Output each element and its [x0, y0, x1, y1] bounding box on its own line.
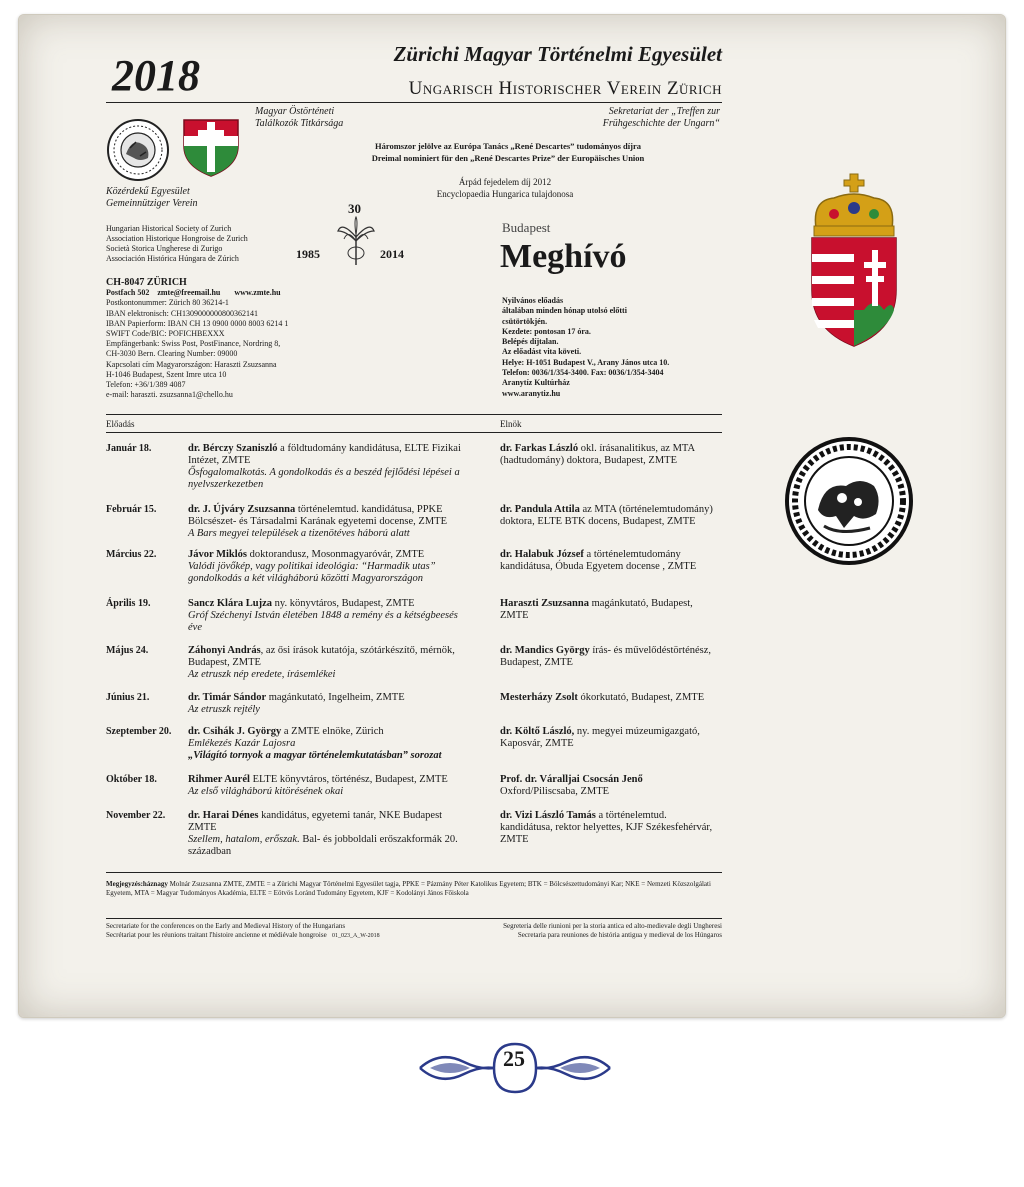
event-info-line: Belépés díjtalan.: [502, 337, 559, 347]
public-line: Közérdekű Egyesület: [106, 186, 190, 197]
page-number: 25: [503, 1046, 525, 1071]
chair-desc: a történelemtud. kandidátusa, rektor helyettes, KJF Székesfehérvár, ZMTE: [500, 810, 713, 845]
speaker-name: Jávor Miklós: [188, 549, 248, 560]
footer-rule: [106, 918, 722, 919]
chair-name: Mesterházy Zsolt: [500, 692, 578, 703]
event-info-line: Kezdete: pontosan 17 óra.: [502, 326, 591, 336]
hungarian-shield-icon: [180, 116, 242, 178]
lecture-date: Január 18.: [106, 443, 152, 454]
chair-desc: a történelemtudomány kandidátusa, Óbuda Egyetem docense , ZMTE: [500, 549, 697, 572]
lecture-chair: [500, 692, 722, 704]
lecture-title: Emlékezés Kazár Lajosra: [188, 738, 296, 749]
lecture-title: Az első világháború kitörésének okai: [188, 786, 344, 797]
lecture-date: Március 22.: [106, 549, 157, 560]
society-name-line: Association Historique Hongroise de Zurich: [106, 234, 248, 243]
contact-line: Telefon: +36/1/389 4087: [106, 380, 186, 390]
chair-desc: Oxford/Piliscsaba, ZMTE: [500, 786, 610, 797]
contact-line: Kapcsolati cím Magyarországon: Haraszti Zsuzsanna: [106, 359, 277, 369]
contact-block: [106, 278, 288, 400]
anniversary-end-year: 2014: [380, 247, 404, 261]
event-info-line: Helye: H-1051 Budapest V., Arany János utca 10.: [502, 357, 670, 367]
lecture-date: Június 21.: [106, 692, 150, 703]
speaker-name: dr. J. Újváry Zsuzsanna: [188, 504, 296, 515]
speaker-desc: a földtudomány kandidátusa, ELTE Fizikai Intézet, ZMTE: [188, 443, 461, 466]
lecture-speaker: [188, 774, 471, 798]
contact-line: Postkontonummer: Zürich 80 36214-1: [106, 298, 229, 308]
speaker-name: Sancz Klára Lujza: [188, 598, 272, 609]
nomination-text: [318, 140, 698, 164]
public-benefit-label: [106, 186, 198, 210]
chair-name: dr. Farkas László: [500, 443, 579, 454]
nomination-line: Dreimal nominiert für den „René Descartes Prize” der Europäisches Union: [371, 153, 645, 163]
event-info-line: Az előadást vita követi.: [502, 347, 582, 357]
lecture-date: Február 15.: [106, 504, 157, 515]
anniversary-emblem: [296, 201, 416, 276]
year: 2018: [112, 51, 200, 100]
lecture-title: Ősfogalomalkotás. A gondolkodás és a beszéd fejlődési lépései a nyelvszerkezetben: [188, 467, 460, 490]
subtitle-left-line: Magyar Östörténeti: [255, 106, 335, 117]
lecture-speaker: [188, 726, 471, 762]
event-info: [502, 296, 669, 399]
footer-line: Secretaria para reuniones de história antigua y medieval de los Húngaros: [517, 931, 722, 939]
event-info-line: www.aranytiz.hu: [502, 388, 561, 398]
society-name-line: Associación Histórica Húngara de Zúrich: [106, 254, 239, 263]
lecture-chair: [500, 598, 722, 622]
chair-desc: magánkutató, Budapest, ZMTE: [500, 598, 693, 621]
lecture-speaker: [188, 598, 471, 634]
speaker-desc: történelemtud. kandidátusa, PPKE Bölcsészet- és Társadalmi Karának egyetemi docense, ZMTE: [188, 504, 447, 527]
event-info-line: Nyilvános előadás: [502, 296, 564, 305]
footer-line: Segreteria delle riunioni per la storia antica ed alto-medievale degli Ungheresi: [503, 922, 722, 930]
contact-website: www.zmte.hu: [234, 288, 281, 298]
header-rule: [106, 102, 722, 103]
prize-text: [400, 176, 610, 200]
lecture-date: Május 24.: [106, 645, 149, 656]
document-code: 01_023_A_W-2018: [331, 933, 380, 939]
lecture-chair: [500, 645, 722, 669]
speaker-desc: magánkutató, Ingelheim, ZMTE: [266, 692, 405, 703]
lecture-date: November 22.: [106, 810, 166, 821]
event-info-line: általában minden hónap utolsó előtti: [502, 306, 627, 316]
lecture-chair: [500, 810, 722, 846]
speaker-name: dr. Bérczy Szaniszló: [188, 443, 278, 454]
invitation-title: Meghívó: [500, 238, 627, 275]
lecture-speaker: [188, 692, 471, 716]
chair-desc: írás- és művelődéstörténész, Budapest, ZMTE: [500, 645, 712, 668]
contact-line: IBAN Papierform: IBAN CH 13 0900 0000 8003 6214 1: [106, 318, 289, 328]
speaker-name: dr. Csihák J. György: [188, 726, 282, 737]
lecture-title: Valódi jövőkép, vagy politikai ideológia: “Harmadik utas” gondolkodás a két világháború közötti Magyarországon: [188, 561, 436, 584]
column-header-lecture: Előadás: [106, 419, 135, 429]
nomination-line: Háromszor jelölve az Európa Tanács „René Descartes” tudományos díjra: [374, 141, 641, 151]
speaker-name: dr. Harai Dénes: [188, 810, 259, 821]
contact-line: H-1046 Budapest, Szent Imre utca 10: [106, 369, 227, 379]
speaker-desc: , az ősi írások kutatója, szótárkészítő, mérnök, Budapest, ZMTE: [188, 645, 455, 668]
contact-postfach: Postfach 502: [106, 288, 150, 298]
society-name-line: Società Storica Ungherese di Zurigo: [106, 244, 223, 253]
palmette-icon: [334, 215, 378, 267]
lecture-date: Április 19.: [106, 598, 151, 609]
speaker-desc: ny. könyvtáros, Budapest, ZMTE: [272, 598, 415, 609]
footer-line: Secrétariat pour les réunions traitant l'histoire ancienne et médiévale hongroise: [106, 931, 327, 939]
prize-line: Árpád fejedelem díj 2012: [458, 177, 552, 187]
society-title-de: Ungarisch Historischer Verein Zürich: [408, 78, 722, 99]
lecture-date: Október 18.: [106, 774, 157, 785]
society-name-line: Hungarian Historical Society of Zurich: [106, 224, 232, 233]
chair-name: Haraszti Zsuzsanna: [500, 598, 589, 609]
note-text: [106, 880, 722, 898]
anniversary-number: 30: [348, 201, 361, 216]
chair-desc: ny. megyei múzeumigazgató, Kaposvár, ZMTE: [500, 726, 700, 749]
chair-desc: az MTA (történelemtudomány) doktora, ELTE BTK docens, Budapest, ZMTE: [500, 504, 713, 527]
contact-city: CH-8047 ZÜRICH: [106, 277, 187, 288]
speaker-name: dr. Timár Sándor: [188, 692, 267, 703]
hungarian-coat-of-arms-icon: [804, 170, 904, 348]
speaker-desc: ELTE könyvtáros, történész, Budapest, ZMTE: [249, 774, 448, 785]
lecture-speaker: [188, 504, 471, 540]
public-line: Gemeinnütziger Verein: [106, 198, 198, 209]
chair-name: dr. Pandula Attila: [500, 504, 580, 515]
subtitle-right-line: Sekretariat der „Treffen zur: [608, 106, 720, 117]
subtitle-right: [540, 106, 720, 130]
chair-name: dr. Vizi László Tamás: [500, 810, 596, 821]
subtitle-right-line: Frühgeschichte der Ungarn“: [602, 118, 720, 129]
speaker-desc: doktorandusz, Mosonmagyaróvár, ZMTE: [247, 549, 425, 560]
lecture-title: Az etruszk nép eredete, írásemlékei: [188, 669, 336, 680]
society-title-hu: Zürichi Magyar Történelmi Egyesület: [393, 42, 722, 66]
lion-seal-icon: [784, 436, 914, 566]
contact-line: SWIFT Code/BIC: POFICHBEXXX: [106, 329, 225, 339]
lecture-chair: [500, 504, 722, 528]
prize-line: Encyclopaedia Hungarica tulajdonosa: [436, 189, 574, 199]
society-names: [106, 224, 248, 264]
chair-name: dr. Költő László,: [500, 726, 575, 737]
contact-email: zmte@freemail.hu: [157, 288, 221, 298]
event-info-line: csütörtökjén.: [502, 316, 548, 326]
lecture-chair: [500, 549, 722, 573]
contact-line: CH-3030 Bern. Clearing Number: 09000: [106, 349, 238, 359]
lecture-chair: [500, 726, 722, 750]
speaker-name: Záhonyi András: [188, 645, 261, 656]
lecture-speaker: [188, 645, 471, 681]
chair-desc: okl. írásanalitikus, az MTA (hadtudomány) doktora, Budapest, ZMTE: [500, 443, 695, 466]
lecture-title: Az etruszk rejtély: [188, 704, 260, 715]
speaker-desc: kandidátus, egyetemi tanár, NKE Budapest ZMTE: [188, 810, 443, 833]
anniversary-start-year: 1985: [296, 247, 320, 261]
column-header-chair: Elnök: [500, 419, 522, 429]
lecture-title: Szellem, hatalom, erőszak.: [188, 834, 300, 845]
footer-right: [452, 922, 722, 940]
lecture-series: „Világító tornyok a magyar történelemkutatásban” sorozat: [188, 750, 442, 761]
contact-line: e-mail: haraszti. zsuzsanna1@chello.hu: [106, 390, 233, 400]
event-info-line: Telefon: 0036/1/354-3400. Fax: 0036/1/354-3404: [502, 368, 664, 378]
note-rule: [106, 872, 722, 873]
lecture-speaker: [188, 549, 471, 585]
lecture-speaker: [188, 810, 471, 858]
note-body: Molnár Zsuzsanna ZMTE, ZMTE = a Zürichi Magyar Történelmi Egyesület tagja, PPKE = Pázmány Péter Katolikus Egyetem; BTK = Bölcsészettudományi Kar; NKE = Nemzeti Közszolgálati Egyetem, MTA = Magyar Tudományos Akadémia, ELTE = Eötvös Loránd Tudomány Egyetem, KJF = Kodolányi János Főiskola: [106, 880, 711, 897]
speaker-name: Rihmer Aurél: [188, 774, 250, 785]
table-top-rule: [106, 414, 722, 415]
subtitle-left-line: Találkozók Titkársága: [255, 118, 344, 129]
footer-line: Secretariate for the conferences on the Early and Medieval History of the Hungarians: [106, 922, 346, 930]
invitation-city: Budapest: [502, 220, 551, 235]
event-info-line: Aranytíz Kultúrház: [502, 378, 570, 388]
lecture-chair: [500, 774, 722, 798]
contact-line: IBAN elektronisch: CH1309000000800362141: [106, 308, 258, 318]
subtitle-left: [255, 106, 343, 130]
lecture-date: Szeptember 20.: [106, 726, 172, 737]
lecture-title-rest: Bal- és jobboldali erőszakformák 20. században: [188, 834, 458, 857]
chair-name: Prof. dr. Váralljai Csocsán Jenő: [500, 774, 643, 785]
lecture-speaker: [188, 443, 471, 491]
chair-desc: ókorkutató, Budapest, ZMTE: [577, 692, 705, 703]
lecture-title: Gróf Széchenyi István életében 1848 a remény és a kétségbeesés éve: [188, 610, 458, 633]
contact-line: Empfängerbank: Swiss Post, PostFinance, Nordring 8,: [106, 339, 281, 349]
table-header-rule: [106, 432, 722, 433]
chair-name: dr. Mandics György: [500, 645, 590, 656]
speaker-desc: a ZMTE elnöke, Zürich: [281, 726, 384, 737]
lecture-title: A Bars megyei települések a tizenötéves háború alatt: [188, 528, 410, 539]
footer-left: [106, 922, 380, 941]
round-seal-icon: [106, 118, 170, 182]
lecture-chair: [500, 443, 722, 467]
note-label: Megjegyzés:háznagy: [106, 880, 168, 888]
chair-name: dr. Halabuk József: [500, 549, 584, 560]
